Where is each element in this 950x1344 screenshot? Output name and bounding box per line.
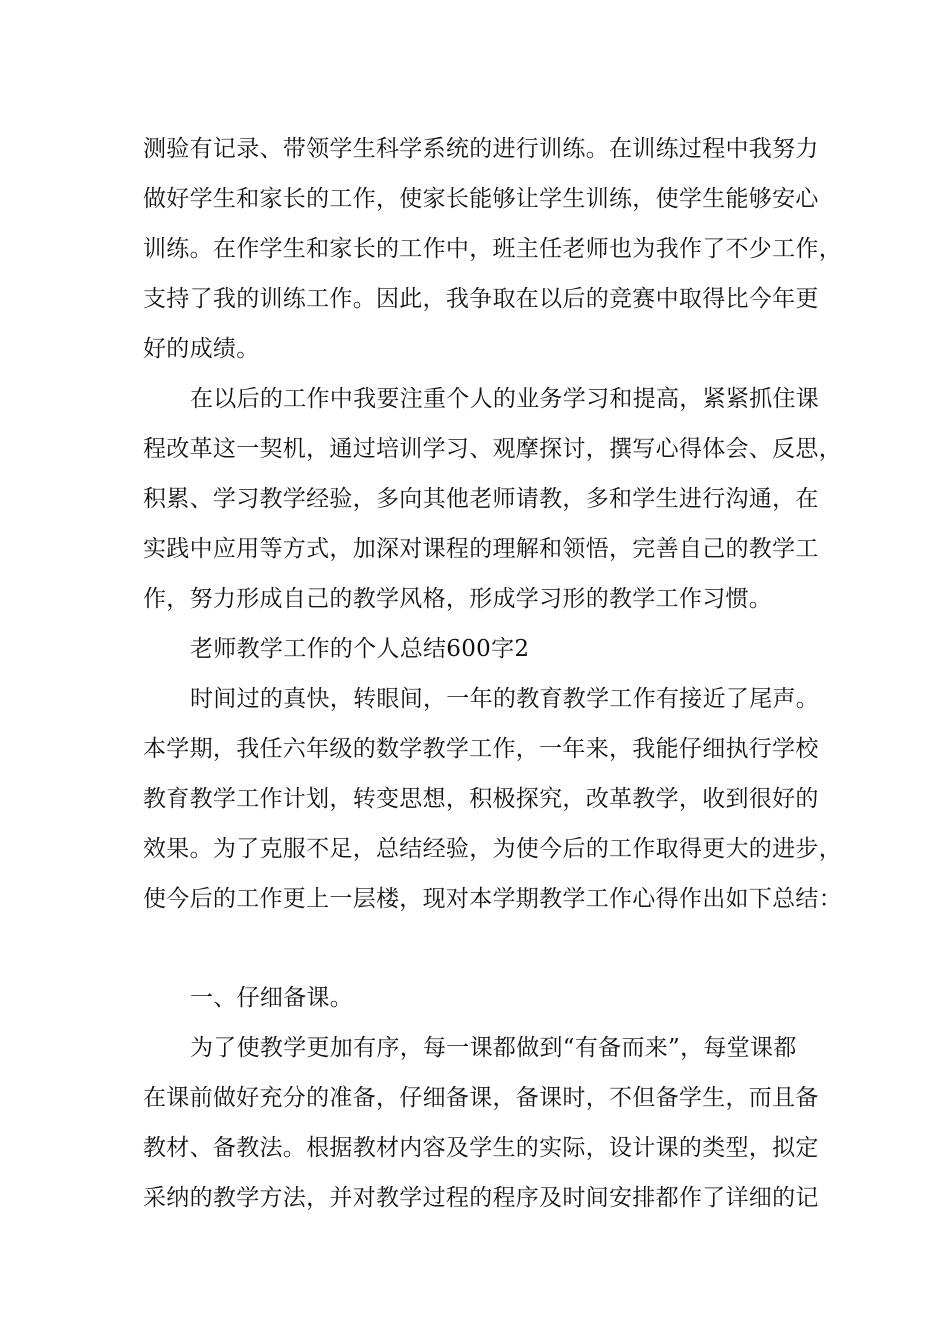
body-text-line: 使今后的工作更上一层楼，现对本学期教学工作心得作出如下总结： [143, 886, 842, 912]
body-text-line: 积累、学习教学经验，多向其他老师请教，多和学生进行沟通，在 [143, 486, 819, 512]
body-text-line: 在课前做好充分的准备，仔细备课，备课时，不但备学生，而且备 [143, 1085, 819, 1111]
body-text-line: 实践中应用等方式，加深对课程的理解和领悟，完善自己的教学工 [143, 536, 819, 562]
body-text-line: 效果。为了克服不足，总结经验，为使今后的工作取得更大的进步， [143, 836, 842, 862]
body-text-line: 程改革这一契机，通过培训学习、观摩探讨，撰写心得体会、反思， [143, 436, 842, 462]
body-text-line: 测验有记录、带领学生科学系统的进行训练。在训练过程中我努力 [143, 136, 819, 162]
body-text-line: 采纳的教学方法，并对教学过程的程序及时间安排都作了详细的记 [143, 1185, 819, 1211]
paragraph-first-line: 时间过的真快，转眼间，一年的教育教学工作有接近了尾声。 [190, 686, 820, 712]
body-text-line: 本学期，我任六年级的数学教学工作，一年来，我能仔细执行学校 [143, 736, 819, 762]
body-text-line: 教材、备教法。根据教材内容及学生的实际，设计课的类型，拟定 [143, 1135, 819, 1161]
body-text-line: 做好学生和家长的工作，使家长能够让学生训练，使学生能够安心 [143, 186, 819, 212]
body-text-line: 好的成绩。 [143, 336, 260, 362]
body-text-line: 作，努力形成自己的教学风格，形成学习形的教学工作习惯。 [143, 586, 773, 612]
body-text-line: 教育教学工作计划，转变思想，积极探究，改革教学，收到很好的 [143, 786, 819, 812]
paragraph-first-line: 为了使教学更加有序，每一课都做到“有备而来”，每堂课都 [190, 1035, 797, 1061]
section-heading: 老师教学工作的个人总结600字2 [190, 636, 530, 662]
body-text-line: 训练。在作学生和家长的工作中，班主任老师也为我作了不少工作， [143, 236, 842, 262]
paragraph-first-line: 在以后的工作中我要注重个人的业务学习和提高，紧紧抓住课 [190, 386, 820, 412]
subsection-heading: 一、仔细备课。 [190, 985, 354, 1011]
body-text-line: 支持了我的训练工作。因此，我争取在以后的竞赛中取得比今年更 [143, 286, 819, 312]
